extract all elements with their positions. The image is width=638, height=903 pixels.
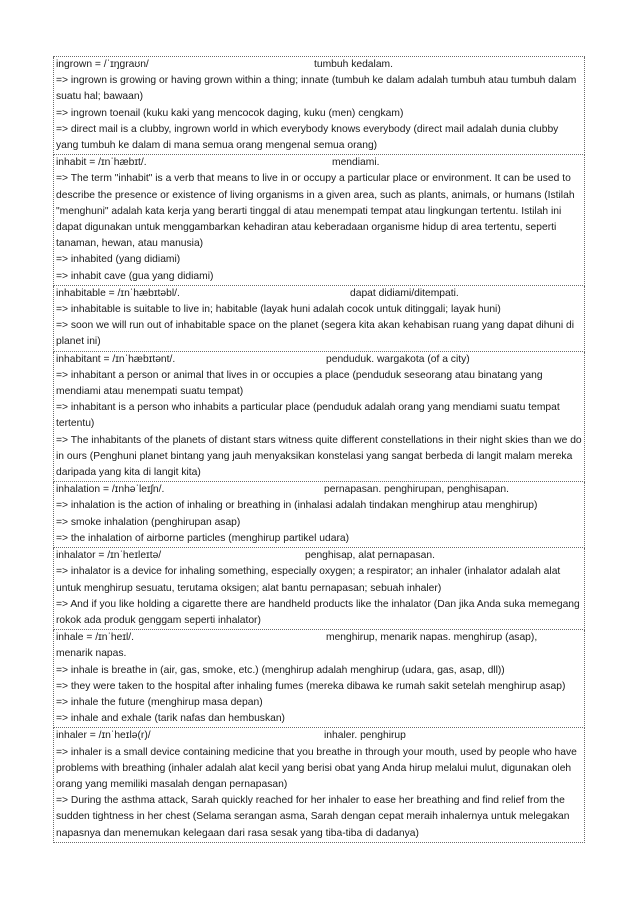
entry-line: => The inhabitants of the planets of distant stars witness quite different constellations in their night skies than we do in ours (Penghuni planet bintang yang jauh menyaksikan konstelasi yang sangat berbeda di langit malam mereka daripada yang kita di langit kita)	[56, 434, 582, 479]
entry-line: => And if you like holding a cigarette there are handheld products like the inhalator (Dan jika Anda suka memegang rokok ada produk genggam seperti inhalator)	[56, 598, 580, 626]
entry-translation: inhaler. penghirup	[324, 730, 406, 742]
dictionary-entry-inhalator	[53, 548, 585, 630]
entry-term: ingrown = /ˈɪŋgraʊn/	[56, 59, 149, 70]
entry-line: => they were taken to the hospital after inhaling fumes (mereka dibawa ke rumah sakit setelah menghirup asap)	[56, 680, 566, 692]
entry-line: => inhalation is the action of inhaling or breathing in (inhalasi adalah tindakan menghirup atau menghirup)	[56, 500, 538, 512]
entry-term: inhabitable = /ɪnˈhæbɪtəbl/.	[56, 287, 180, 299]
dictionary-entry-inhaler	[53, 728, 585, 842]
entry-translation: pernapasan. penghirupan, penghisapan.	[324, 484, 509, 496]
dictionary-entry-inhabit	[53, 155, 585, 286]
entry-heading	[56, 155, 582, 171]
entry-translation: tumbuh kedalam.	[314, 59, 393, 70]
entry-line: => ingrown toenail (kuku kaki yang mencocok daging, kuku (men) cengkam)	[56, 107, 404, 119]
entry-translation: menghirup, menarik napas. menghirup (asap),	[326, 632, 538, 644]
entry-line: => inhabited (yang didiami)	[56, 254, 181, 266]
entry-term: inhaler = /ɪnˈheɪlə(r)/	[56, 730, 151, 742]
entry-line: => soon we will run out of inhabitable space on the planet (segera kita akan kehabisan ruang yang dapat dihuni di planet ini)	[56, 320, 575, 348]
entry-term: inhabit = /ɪnˈhæbɪt/.	[56, 157, 147, 169]
entry-line: => inhale is breathe in (air, gas, smoke, etc.) (menghirup adalah menghirup (udara, gas, asap, dll))	[56, 664, 505, 676]
entry-heading	[56, 728, 582, 744]
entry-line: => inhabitant is a person who inhabits a particular place (penduduk adalah orang yang mendiami suatu tempat tertentu)	[56, 402, 560, 430]
dictionary-entry-inhale	[53, 630, 585, 728]
entry-line: => During the asthma attack, Sarah quickly reached for her inhaler to ease her breathing and find relief from the sudden tightness in her chest (Selama serangan asma, Sarah dengan cepat meraih inhalernya untuk melegakan napasnya dan menemukan kelegaan dari rasa sesak yang tiba-tiba di dadanya)	[56, 795, 570, 839]
entry-translation: mendiami.	[332, 157, 380, 169]
entry-line: => inhale the future (menghirup masa depan)	[56, 696, 263, 708]
entry-line: menarik napas.	[56, 648, 127, 660]
entry-heading	[56, 352, 582, 368]
entry-heading	[56, 548, 582, 564]
entry-translation: dapat didiami/ditempati.	[350, 287, 459, 299]
entry-line: => ingrown is growing or having grown within a thing; innate (tumbuh ke dalam adalah tumbuh atau tumbuh dalam suatu hal; bawaan)	[56, 75, 577, 103]
entry-line: => inhale and exhale (tarik nafas dan hembuskan)	[56, 713, 285, 725]
entry-line: => inhabitant a person or animal that lives in or occupies a place (penduduk seseorang atau binatang yang mendiami atau menempati suatu tempat)	[56, 369, 543, 398]
entry-line: => inhabitable is suitable to live in; habitable (layak huni adalah cocok untuk ditinggali; layak huni)	[56, 304, 501, 316]
entry-line: => the inhalation of airborne particles (menghirup partikel udara)	[56, 532, 350, 544]
entry-term: inhalation = /ɪnhəˈleɪʃn/.	[56, 484, 165, 496]
dictionary-entry-ingrown	[53, 57, 585, 155]
entry-line: => The term "inhabit" is a verb that means to live in or occupy a particular place or environment. It can be used to describe the presence or existence of living organisms in a given area, such as plants, animals, or humans (Istilah "menghuni" adalah kata kerja yang berarti tinggal di atau menempati tempat atau lingkungan tertentu. Istilah ini dapat digunakan untuk menggambarkan kehadiran atau keberadaan organisme hidup di area tertentu, seperti tanaman, hewan, atau manusia)	[56, 173, 575, 250]
entry-line: => smoke inhalation (penghirupan asap)	[56, 516, 241, 528]
dictionary-entry-inhabitable	[53, 286, 585, 352]
entry-translation: penduduk. wargakota (of a city)	[326, 353, 470, 365]
dictionary-entry-inhalation	[53, 482, 585, 548]
entry-line: => inhalator is a device for inhaling something, especially oxygen; a respirator; an inhaler (inhalator adalah alat untuk menghirup sesuatu, terutama oksigen; alat bantu pernapasan; sebuah inhaler)	[56, 566, 561, 594]
entry-heading	[56, 286, 582, 302]
dictionary-entry-inhabitant	[53, 352, 585, 483]
entry-term: inhale = /ɪnˈheɪl/.	[56, 632, 135, 644]
entry-translation: penghisap, alat pernapasan.	[305, 550, 435, 562]
entry-line: => inhabit cave (gua yang didiami)	[56, 270, 214, 282]
entry-heading	[56, 630, 582, 646]
entry-heading	[56, 482, 582, 498]
entry-term: inhabitant = /ɪnˈhæbɪtənt/.	[56, 353, 176, 365]
entry-line: => inhaler is a small device containing medicine that you breathe in through your mouth, used by people who have problems with breathing (inhaler adalah alat kecil yang berisi obat yang Anda hirup melalui mulut, digunakan oleh orang yang memiliki masalah dengan pernapasan)	[56, 746, 577, 790]
entry-term: inhalator = /ɪnˈheɪleɪtə/	[56, 550, 162, 562]
entry-heading	[56, 57, 582, 73]
entry-line: => direct mail is a clubby, ingrown world in which everybody knows everybody (direct mail adalah dunia clubby yang tumbuh ke dalam di mana semua orang mengenal semua orang)	[56, 123, 559, 152]
dictionary-document	[53, 56, 585, 843]
